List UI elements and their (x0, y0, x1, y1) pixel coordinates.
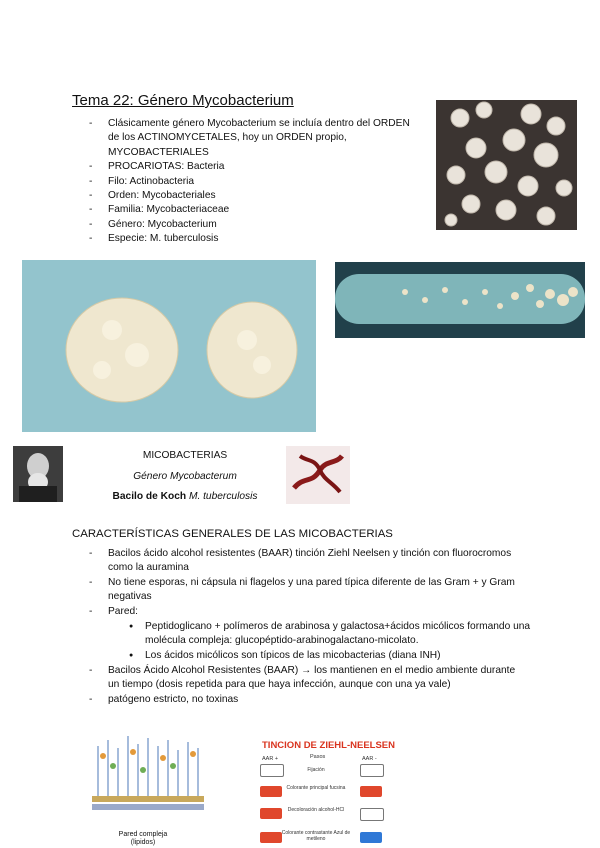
sub-item: ● Los ácidos micólicos son típicos de las micobacterias (diana INH) (145, 649, 535, 663)
ziehl-col-mid: Pasos (310, 754, 326, 760)
portrait-photo (13, 446, 63, 502)
more-characteristics-list (108, 664, 528, 707)
aar-pos-step3 (260, 808, 282, 819)
list-item: - Género: Mycobacterium (108, 218, 418, 232)
ziehl-title: TINCION DE ZIEHL-NEELSEN (262, 740, 396, 751)
genus-prefix: Género (133, 471, 170, 482)
ziehl-col-left: AAR + (262, 756, 279, 762)
list-item: - Familia: Mycobacteriaceae (108, 203, 418, 217)
card-genus (80, 471, 290, 482)
ziehl-step-3: Decoloración alcohol-HCl (287, 807, 345, 813)
aar-neg-step4 (360, 832, 382, 843)
list-item: - Clásicamente género Mycobacterium se incluía dentro del ORDEN de los ACTINOMYCETALES, hoy un ORDEN propio, MYCOBACTERIALES (108, 117, 418, 160)
list-item: - Especie: M. tuberculosis (108, 232, 418, 246)
stain-illustration (286, 446, 350, 504)
list-item: - PROCARIOTAS: Bacteria (108, 160, 418, 174)
characteristics-list (108, 547, 518, 619)
card-heading: MICOBACTERIAS (142, 450, 228, 461)
list-item: - Orden: Mycobacteriales (108, 189, 418, 203)
colonies-illustration (436, 100, 577, 230)
cell-wall-illustration (88, 726, 208, 822)
wall-sublist (145, 620, 535, 663)
species-name: M. tuberculosis (188, 491, 258, 502)
bacilo-label: Bacilo de Koch (112, 491, 187, 502)
intro-list (108, 117, 418, 247)
ziehl-step-4: Colorante contrastante Azul de metileno (281, 830, 351, 842)
list-item: - Bacilos Ácido Alcohol Resistentes (BAAR) → los mantienen en el medio ambiente durante un tiempo (dosis repetida para que haya infección, aunque con una ya vale) (108, 664, 528, 693)
cell-wall-diagram (88, 726, 208, 822)
page-title: Tema 22: Género Mycobacterium (72, 92, 294, 109)
portrait-illustration (13, 446, 63, 502)
aar-neg-step2 (360, 786, 382, 797)
diagram-caption: Pared compleja (lipidos) (118, 831, 168, 846)
list-item: - Bacilos ácido alcohol resistentes (BAAR) tinción Ziehl Neelsen y tinción con fluorocromos como la auramina (108, 547, 518, 576)
aar-neg-step1 (360, 764, 384, 777)
ziehl-step-1: Fijación (307, 767, 325, 773)
aar-pos-step2 (260, 786, 282, 797)
list-item: - Pared: (108, 605, 518, 619)
ziehl-col-right: AAR - (362, 756, 377, 762)
list-item: - No tiene esporas, ni cápsula ni flagelos y una pared típica diferente de las Gram + y Gram negativas (108, 576, 518, 605)
aar-pos-step4 (260, 832, 282, 843)
tube-illustration (335, 262, 585, 338)
colonies-photo (436, 100, 577, 230)
list-item: - patógeno estricto, no toxinas (108, 693, 528, 707)
aar-neg-step3 (360, 808, 384, 821)
section-title: CARACTERÍSTICAS GENERALES DE LAS MICOBACTERIAS (72, 528, 393, 540)
genus-name: Mycobacterum (170, 471, 237, 482)
stain-photo (286, 446, 350, 504)
tube-photo (335, 262, 585, 338)
card-bacilo (70, 491, 300, 502)
plate-photo (22, 260, 316, 432)
ziehl-step-2: Colorante principal fucsina (286, 785, 346, 791)
plate-illustration (22, 260, 316, 432)
sub-item: ● Peptidoglicano + polímeros de arabinosa y galactosa+ácidos micólicos formando una molécula compleja: glucopéptido-arabinogalactano-micolato. (145, 620, 535, 649)
list-item: - Filo: Actinobacteria (108, 175, 418, 189)
